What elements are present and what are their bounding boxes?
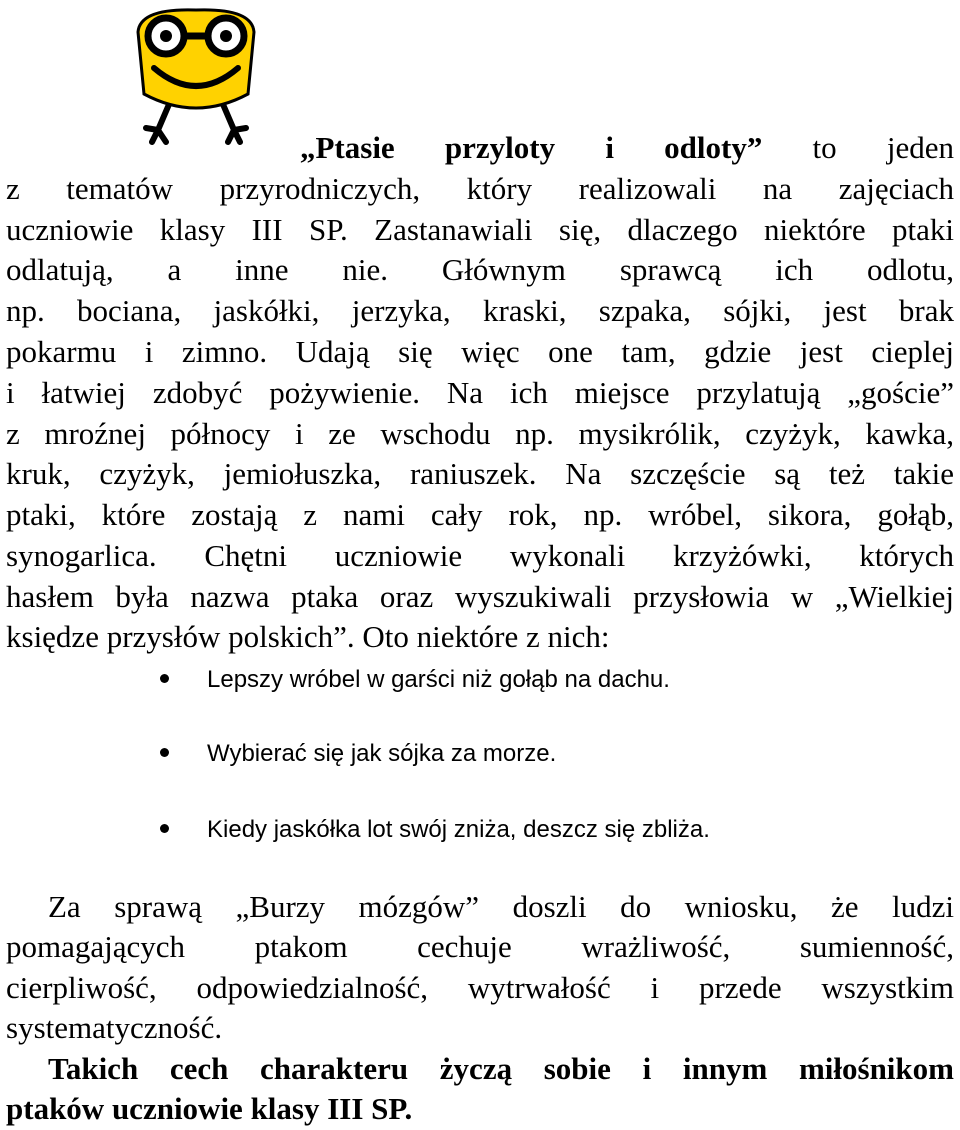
paragraph1-line-3: uczniowie klasy III SP. Zastanawiali się, dlaczego niektóre ptaki — [6, 212, 954, 247]
paragraph1-line-12: hasłem była nazwa ptaka oraz wyszukiwali przysłowia w „Wielkiej — [6, 579, 954, 614]
proverb-list-item — [160, 664, 670, 696]
paragraph1-line-8: z mroźnej północy i ze wschodu np. mysikrólik, czyżyk, kawka, — [6, 416, 954, 451]
proverb-text: Wybierać się jak sójka za morze. — [207, 740, 557, 767]
proverb-text: Lepszy wróbel w garści niż gołąb na dachu. — [207, 666, 670, 693]
paragraph1-line-11: synogarlica. Chętni uczniowie wykonali krzyżówki, których — [6, 538, 954, 573]
paragraph1-line-4: odlatują, a inne nie. Głównym sprawcą ich odlotu, — [6, 252, 954, 287]
proverb-list-item — [160, 738, 556, 770]
paragraph1-line-7: i łatwiej zdobyć pożywienie. Na ich miejsce przylatują „goście” — [6, 375, 954, 410]
paragraph1-line-1: „Ptasie przyloty i odloty” to jeden — [300, 130, 954, 165]
bullet-icon — [160, 824, 169, 833]
proverb-text: Kiedy jaskółka lot swój zniża, deszcz się zbliża. — [207, 816, 710, 843]
paragraph1-line-5: np. bociana, jaskółki, jerzyka, kraski, szpaka, sójki, jest brak — [6, 293, 954, 328]
closing-line-2: ptaków uczniowie klasy III SP. — [6, 1091, 413, 1126]
paragraph1-line-10: ptaki, które zostają z nami cały rok, np. wróbel, sikora, gołąb, — [6, 497, 954, 532]
paragraph1-line-13: księdze przysłów polskich”. Oto niektóre z nich: — [6, 619, 610, 654]
closing-line-1: Takich cech charakteru życzą sobie i innym miłośnikom — [48, 1051, 954, 1086]
paragraph2-line-3: cierpliwość, odpowiedzialność, wytrwałość i przede wszystkim — [6, 970, 954, 1005]
bullet-icon — [160, 748, 169, 757]
bullet-icon — [160, 674, 169, 683]
paragraph2-line-1: Za sprawą „Burzy mózgów” doszli do wniosku, że ludzi — [48, 889, 954, 924]
smiley-glasses-icon — [130, 2, 262, 152]
paragraph1-line-6: pokarmu i zimno. Udają się więc one tam, gdzie jest cieplej — [6, 334, 954, 369]
paragraph2-line-2: pomagających ptakom cechuje wrażliwość, sumienność, — [6, 929, 954, 964]
paragraph1-line-9: kruk, czyżyk, jemiołuszka, raniuszek. Na szczęście są też takie — [6, 456, 954, 491]
paragraph1-line-2: z tematów przyrodniczych, który realizowali na zajęciach — [6, 171, 954, 206]
paragraph2-line-4: systematyczność. — [6, 1010, 223, 1045]
proverb-list-item — [160, 814, 710, 846]
